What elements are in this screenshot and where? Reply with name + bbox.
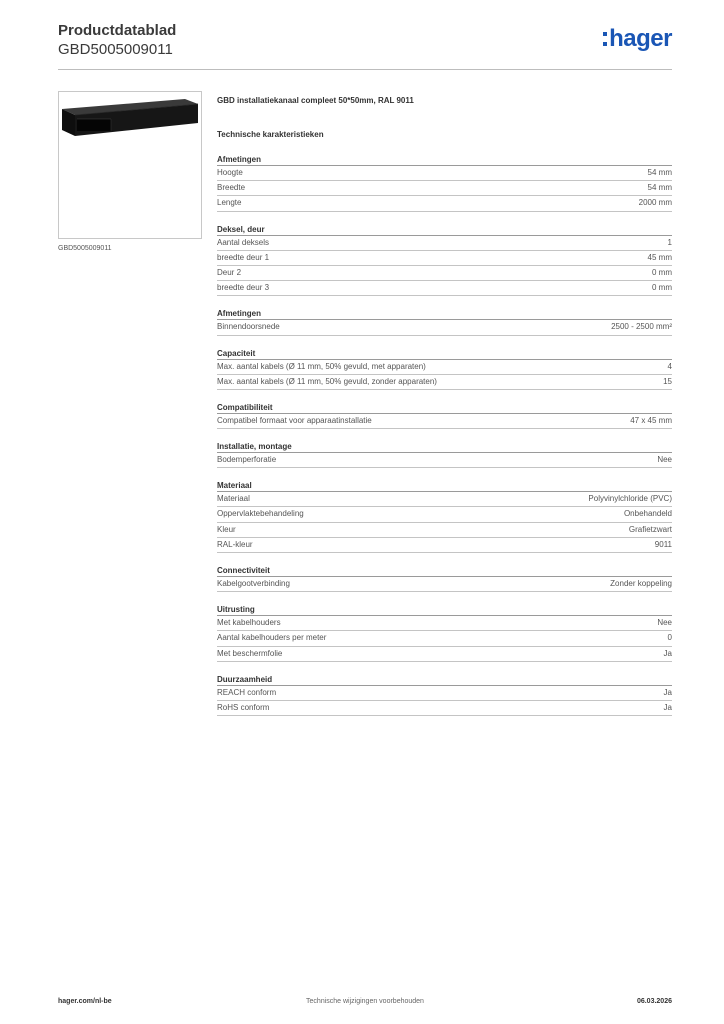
- spec-section: [217, 348, 672, 390]
- spec-value: 2000 mm: [638, 198, 672, 208]
- spec-row: [217, 181, 672, 196]
- spec-label: Oppervlaktebehandeling: [217, 509, 304, 519]
- spec-row: [217, 320, 672, 335]
- spec-section: [217, 308, 672, 335]
- spec-value: Ja: [663, 702, 672, 712]
- cable-duct-image: [59, 92, 201, 238]
- spec-row: [217, 251, 672, 266]
- spec-row: [217, 166, 672, 181]
- spec-content: [217, 96, 672, 728]
- spec-value: Nee: [657, 455, 672, 465]
- spec-label: RoHS conform: [217, 702, 270, 712]
- spec-value: 0: [667, 633, 672, 643]
- spec-value: 15: [663, 376, 672, 386]
- spec-section: [217, 402, 672, 429]
- spec-section: [217, 604, 672, 662]
- spec-row: [217, 492, 672, 507]
- spec-label: REACH conform: [217, 687, 277, 697]
- section-title: Materiaal: [217, 480, 672, 492]
- spec-row: [217, 701, 672, 716]
- spec-label: Lengte: [217, 198, 242, 208]
- spec-value: Ja: [663, 648, 672, 658]
- spec-label: RAL-kleur: [217, 539, 253, 549]
- footer-website-link[interactable]: hager.com/nl-be: [58, 998, 112, 1005]
- product-code: GBD5005009011: [58, 41, 173, 58]
- spec-row: [217, 414, 672, 429]
- hager-logo: [603, 26, 672, 52]
- footer-note: Technische wijzigingen voorbehouden: [306, 998, 424, 1005]
- spec-row: [217, 281, 672, 296]
- spec-label: Breedte: [217, 183, 246, 193]
- spec-value: 1: [667, 237, 672, 247]
- page-header: [58, 22, 672, 70]
- section-title: Afmetingen: [217, 308, 672, 320]
- section-title: Capaciteit: [217, 348, 672, 360]
- spec-row: [217, 647, 672, 662]
- spec-label: Aantal deksels: [217, 237, 270, 247]
- spec-value: 54 mm: [647, 183, 672, 193]
- spec-label: Aantal kabelhouders per meter: [217, 633, 327, 643]
- section-title: Afmetingen: [217, 154, 672, 166]
- spec-value: Nee: [657, 618, 672, 628]
- spec-label: Deur 2: [217, 267, 242, 277]
- spec-value: Grafietzwart: [628, 524, 672, 534]
- spec-row: [217, 360, 672, 375]
- section-title: Deksel, deur: [217, 224, 672, 236]
- spec-section: [217, 565, 672, 592]
- section-title: Uitrusting: [217, 604, 672, 616]
- spec-label: Met kabelhouders: [217, 618, 281, 628]
- spec-row: [217, 538, 672, 553]
- spec-row: [217, 616, 672, 631]
- spec-label: Max. aantal kabels (Ø 11 mm, 50% gevuld, met apparaten): [217, 361, 426, 371]
- spec-section: [217, 480, 672, 553]
- section-title: Compatibiliteit: [217, 402, 672, 414]
- spec-section: [217, 441, 672, 468]
- spec-value: Polyvinylchloride (PVC): [588, 494, 672, 504]
- spec-row: [217, 236, 672, 251]
- product-name: GBD installatiekanaal compleet 50*50mm, RAL 9011: [217, 96, 414, 105]
- spec-label: Kleur: [217, 524, 236, 534]
- spec-row: [217, 375, 672, 390]
- spec-value: Onbehandeld: [623, 509, 672, 519]
- section-title: Duurzaamheid: [217, 674, 672, 686]
- spec-label: Max. aantal kabels (Ø 11 mm, 50% gevuld, zonder apparaten): [217, 376, 437, 386]
- logo-text: hager: [609, 25, 672, 52]
- section-title: Connectiviteit: [217, 565, 672, 577]
- spec-value: 9011: [654, 539, 672, 549]
- spec-label: Materiaal: [217, 494, 250, 504]
- spec-section: [217, 674, 672, 716]
- spec-value: 4: [667, 361, 672, 371]
- spec-row: [217, 523, 672, 538]
- spec-label: Met beschermfolie: [217, 648, 283, 658]
- spec-label: Binnendoorsnede: [217, 322, 280, 332]
- spec-label: breedte deur 1: [217, 252, 270, 262]
- spec-value: Ja: [663, 687, 672, 697]
- spec-value: Zonder koppeling: [610, 579, 672, 588]
- spec-row: [217, 453, 672, 468]
- spec-row: [217, 196, 672, 211]
- spec-value: 54 mm: [647, 168, 672, 177]
- spec-section: [217, 224, 672, 297]
- footer-date: 06.03.2026: [636, 998, 672, 1005]
- spec-value: 47 x 45 mm: [630, 415, 672, 425]
- spec-section: [217, 154, 672, 212]
- spec-value: 2500 - 2500 mm²: [611, 322, 672, 332]
- page-title: Productdatablad: [58, 22, 177, 39]
- spec-row: [217, 507, 672, 522]
- spec-value: 0 mm: [652, 283, 672, 293]
- spec-label: breedte deur 3: [217, 283, 270, 293]
- page-footer: [58, 998, 672, 1010]
- image-caption: GBD5005009011: [58, 245, 112, 252]
- product-image: [58, 91, 202, 239]
- spec-label: Compatibel formaat voor apparaatinstallatie: [217, 415, 372, 425]
- spec-value: 0 mm: [652, 267, 672, 277]
- section-title: Installatie, montage: [217, 441, 672, 453]
- spec-sections: [217, 154, 672, 716]
- spec-row: [217, 686, 672, 701]
- spec-row: [217, 266, 672, 281]
- spec-value: 45 mm: [647, 252, 672, 262]
- spec-row: [217, 577, 672, 592]
- tech-title: Technische karakteristieken: [217, 130, 324, 139]
- spec-label: Kabelgootverbinding: [217, 579, 290, 588]
- spec-row: [217, 631, 672, 646]
- spec-label: Hoogte: [217, 168, 243, 177]
- logo-colon-icon: [603, 32, 607, 46]
- spec-label: Bodemperforatie: [217, 455, 277, 465]
